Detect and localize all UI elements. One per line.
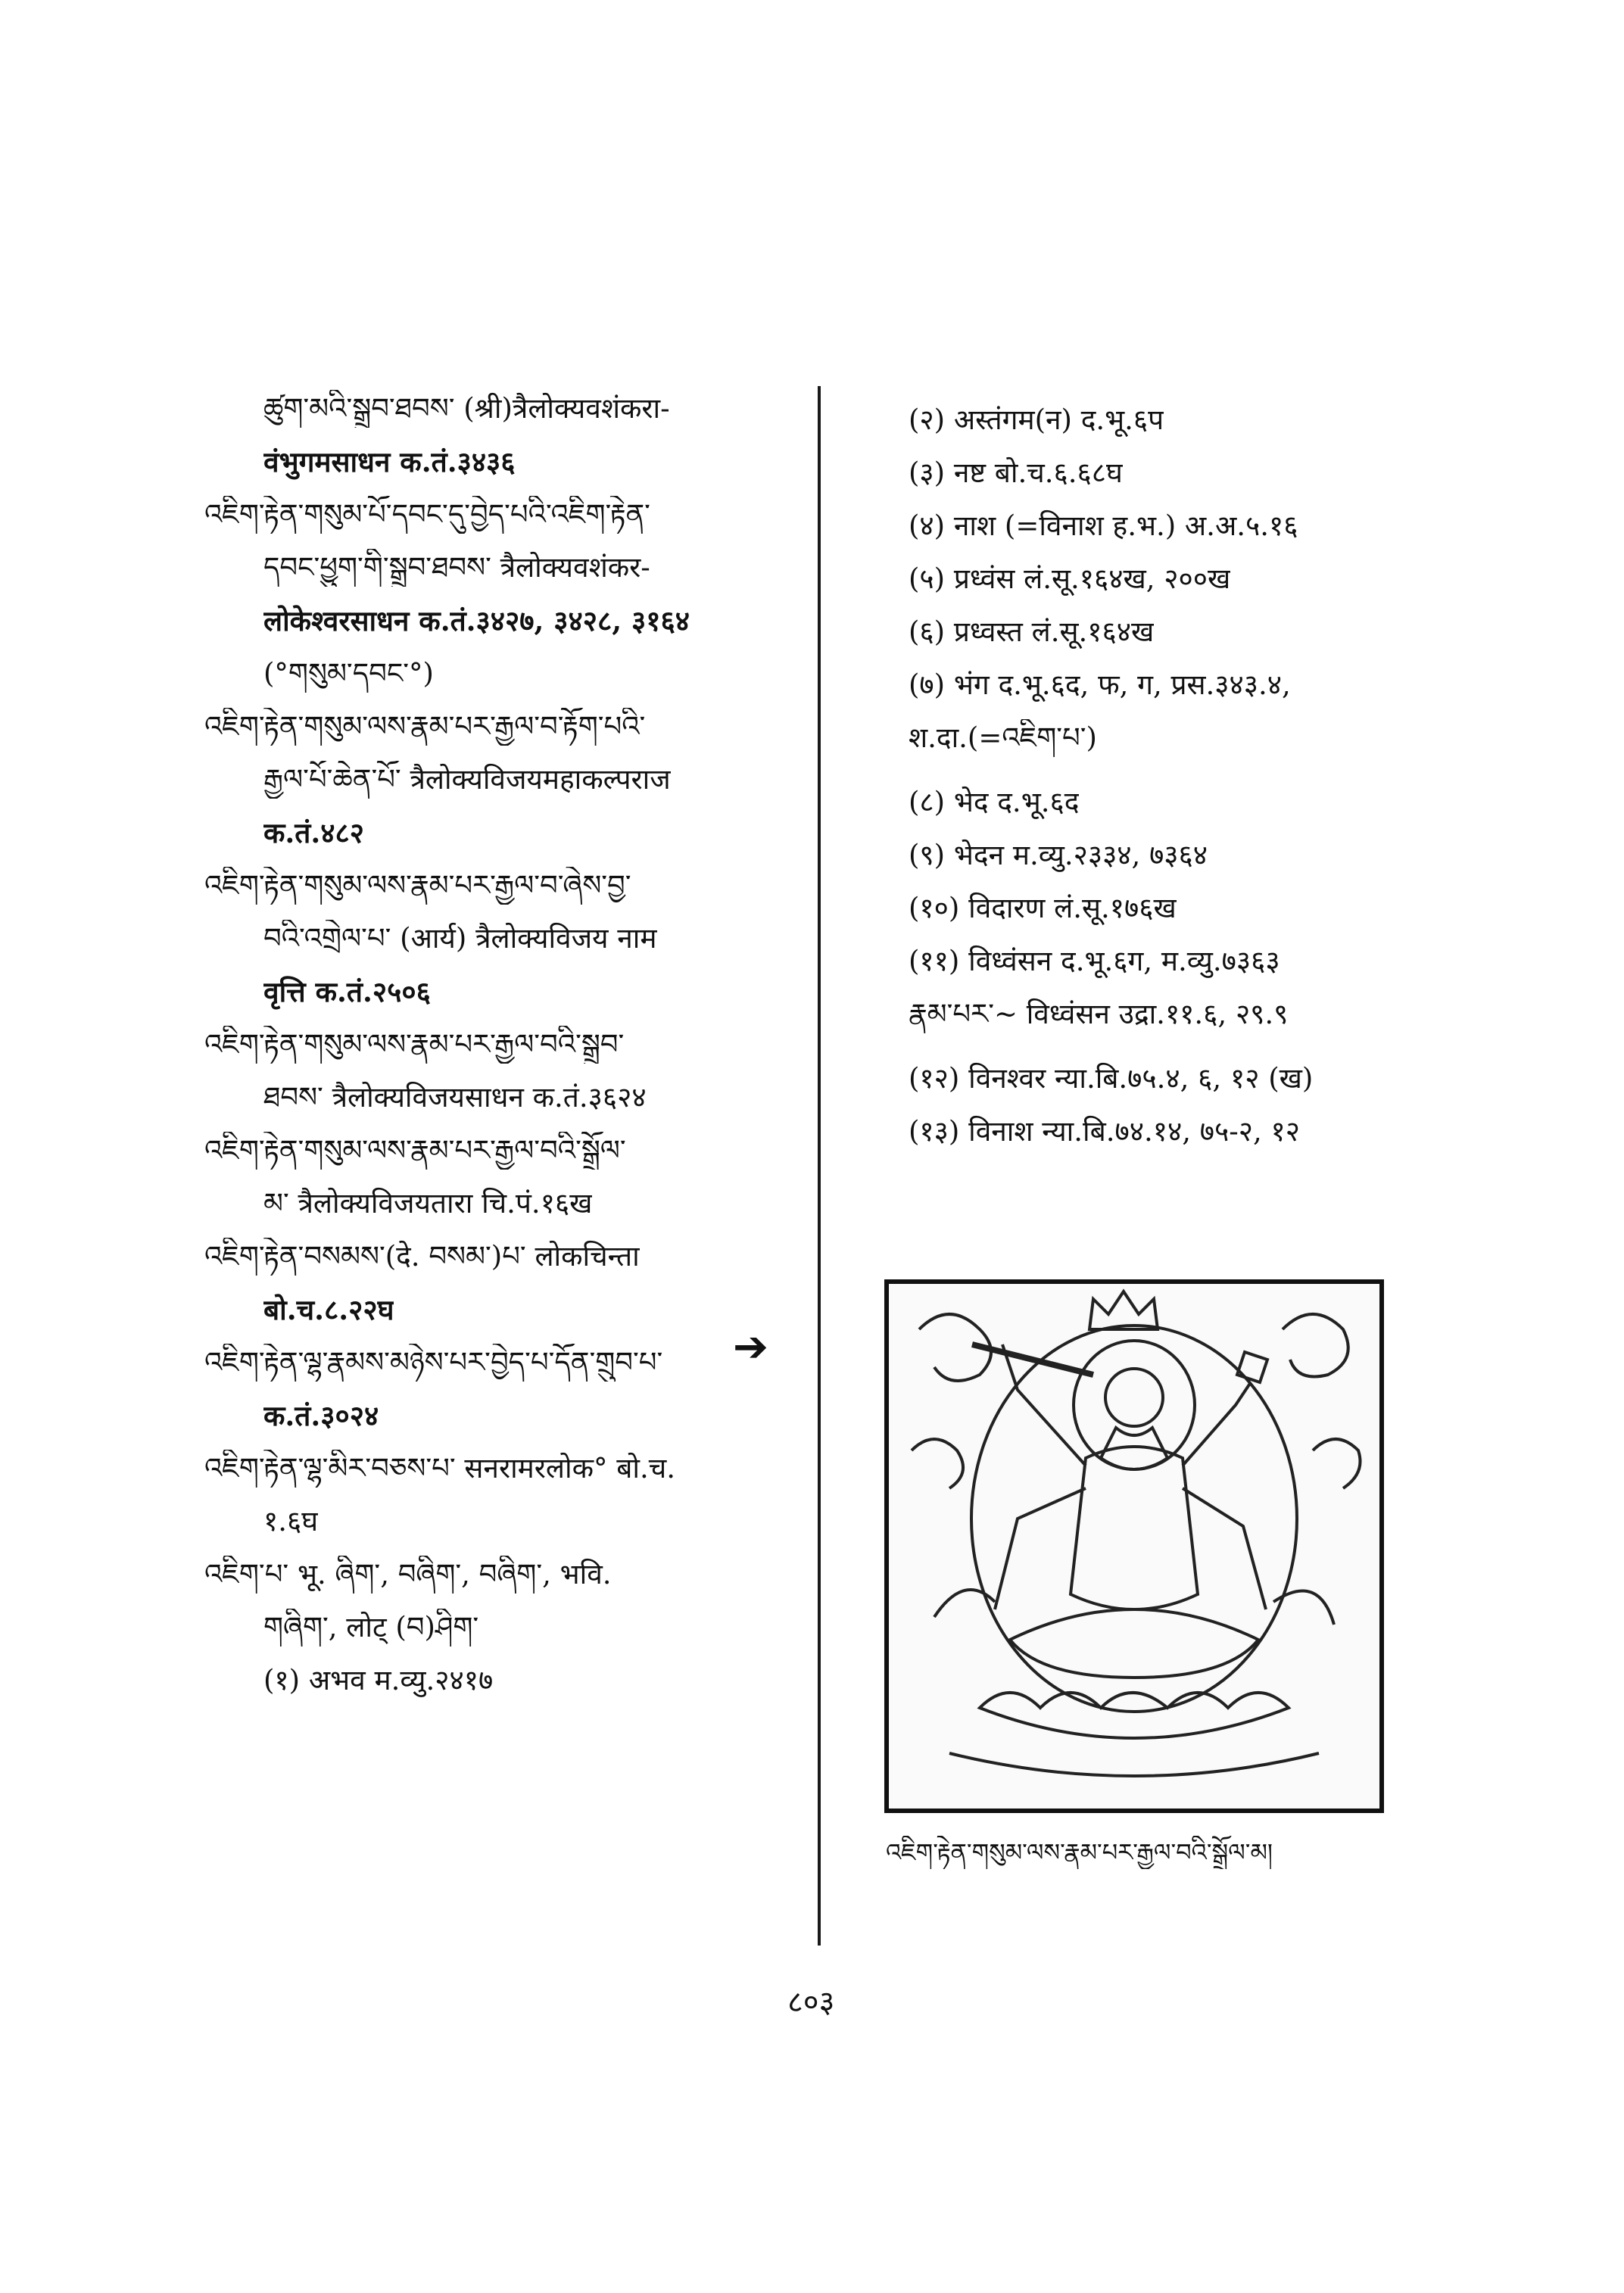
entry-line: क.तं.४८२ bbox=[263, 816, 364, 849]
entry-line: འཇིག་རྟེན་བསམས་(दे. བསམ་)པ་ लोकचिन्ता bbox=[204, 1240, 640, 1273]
entry-line: ཐབས་ त्रैलोक्यविजयसाधन क.तं.३६२४ bbox=[263, 1081, 647, 1114]
entry-line: (११) विध्वंसन द.भू.६ग, म.व्यु.७३६३ bbox=[909, 945, 1280, 977]
entry-line: རྒྱལ་པོ་ཆེན་པོ་ त्रैलोक्यविजयमहाकल्पराज bbox=[263, 763, 671, 796]
entry-line: ཚུག་མའི་སྒྲུབ་ཐབས་ (श्री)त्रैलोक्यवशंकरा- bbox=[263, 392, 670, 425]
entry-line: (२) अस्तंगम(न) द.भू.६प bbox=[909, 403, 1164, 436]
entry-line: श.दा.(=འཇིག་པ་) bbox=[909, 721, 1097, 754]
entry-line: (६) प्रध्वस्त लं.सू.१६४ख bbox=[909, 615, 1155, 648]
entry-line: འཇིག་རྟེན་གསུམ་ལས་རྣམ་པར་རྒྱལ་བ་ཞེས་བྱ་ bbox=[204, 869, 631, 902]
entry-line: (७) भंग द.भू.६द, फ, ग, प्रस.३४३.४, bbox=[909, 668, 1291, 701]
figure-caption: འཇིག་རྟེན་གསུམ་ལས་རྣམ་པར་རྒྱལ་བའི་སྒྲོལ་མ། bbox=[886, 1838, 1273, 1867]
entry-line: (५) प्रध्वंस लं.सू.१६४ख, २००ख bbox=[909, 562, 1231, 595]
hand-object bbox=[1237, 1352, 1267, 1382]
tara-figure-drawing bbox=[889, 1284, 1379, 1809]
entry-line: (९) भेदन म.व्यु.२३३४, ७३६४ bbox=[909, 839, 1208, 871]
entry-line: འཇིག་པ་ भू. ཞིག་, བཞིག་, བཞིག་, भवि. bbox=[204, 1558, 612, 1590]
entry-line: (४) नाश (=विनाश ह.भ.) अ.अ.५.१६ bbox=[909, 509, 1298, 542]
cloud-right bbox=[1283, 1314, 1348, 1377]
entry-line: क.तं.३०२४ bbox=[263, 1399, 379, 1432]
entry-line: (°གསུམ་དབང་°) bbox=[263, 657, 434, 690]
cloud-right-2 bbox=[1313, 1439, 1361, 1488]
rock-right bbox=[1273, 1590, 1334, 1625]
entry-line: བའི་འགྲེལ་པ་ (आर्य) त्रैलोक्यविजय नाम bbox=[263, 922, 657, 955]
entry-line: (१) अभव म.व्यु.२४१७ bbox=[263, 1664, 494, 1696]
entry-line: དབང་ཕྱུག་གི་སྒྲུབ་ཐབས་ त्रैलोक्यवशंकर- bbox=[263, 551, 650, 584]
continuation-arrow-icon: ➔ bbox=[733, 1323, 768, 1372]
entry-line: འཇིག་རྟེན་གསུམ་པོ་དབང་དུ་བྱེད་པའི་འཇིག་རྟེན་ bbox=[204, 498, 650, 531]
entry-line: མ་ त्रैलोक्यविजयतारा चि.पं.१६ख bbox=[263, 1187, 593, 1220]
entry-line: འཇིག་རྟེན་ལྷ་རྣམས་མཉེས་པར་བྱེད་པ་དོན་གྲུབ་པ་ bbox=[204, 1346, 663, 1379]
entry-line: वंभुगमसाधन क.तं.३४३६ bbox=[263, 445, 516, 478]
entry-line: वृत्ति क.तं.२५०६ bbox=[263, 975, 431, 1008]
entry-line: (३) नष्ट बो.च.६.६८घ bbox=[909, 456, 1123, 489]
lotus-seat bbox=[980, 1693, 1289, 1738]
entry-line: འཇིག་རྟེན་ལྷ་མིར་བཅས་པ་ सनरामरलोक° बो.च. bbox=[204, 1452, 675, 1485]
crossed-legs bbox=[1010, 1609, 1258, 1678]
torso bbox=[1071, 1447, 1198, 1609]
entry-line: १.६घ bbox=[263, 1505, 319, 1537]
entry-line: (१३) विनाश न्या.बि.७४.१४, ७५-२, १२ bbox=[909, 1115, 1300, 1148]
entry-line: बो.च.८.२२घ bbox=[263, 1293, 394, 1326]
entry-line: འཇིག་རྟེན་གསུམ་ལས་རྣམ་པར་རྒྱལ་བ་རྟོག་པའི་ bbox=[204, 710, 646, 743]
entry-line: གཞིག་, लोट् (བ)ཤིག་ bbox=[263, 1611, 479, 1643]
entry-line: (१२) विनश्वर न्या.बि.७५.४, ६, १२ (ख) bbox=[909, 1062, 1314, 1095]
entry-line: (८) भेद द.भू.६द bbox=[909, 786, 1080, 818]
lotus-base bbox=[949, 1753, 1319, 1776]
deity-illustration bbox=[884, 1279, 1384, 1813]
cloud-left-2 bbox=[912, 1439, 963, 1488]
column-divider bbox=[818, 386, 821, 1946]
head bbox=[1105, 1369, 1163, 1426]
entry-line: རྣམ་པར་~ विध्वंसन उद्रा.११.६, २९.९ bbox=[909, 998, 1289, 1030]
entry-line: འཇིག་རྟེན་གསུམ་ལས་རྣམ་པར་རྒྱལ་བའི་སྒྲོལ་ bbox=[204, 1134, 626, 1167]
page-number: ८०३ bbox=[787, 1985, 835, 2020]
entry-line: (१०) विदारण लं.सू.१७६ख bbox=[909, 892, 1177, 924]
arm-lower-right bbox=[1183, 1488, 1266, 1609]
rock-left bbox=[934, 1590, 995, 1617]
entry-line: लोकेश्वरसाधन क.तं.३४२७, ३४२८, ३१६४ bbox=[263, 604, 690, 637]
crown bbox=[1089, 1291, 1158, 1329]
halo-head bbox=[1074, 1341, 1195, 1469]
entry-line: འཇིག་རྟེན་གསུམ་ལས་རྣམ་པར་རྒྱལ་བའི་སྒྲུབ་ bbox=[204, 1028, 625, 1061]
